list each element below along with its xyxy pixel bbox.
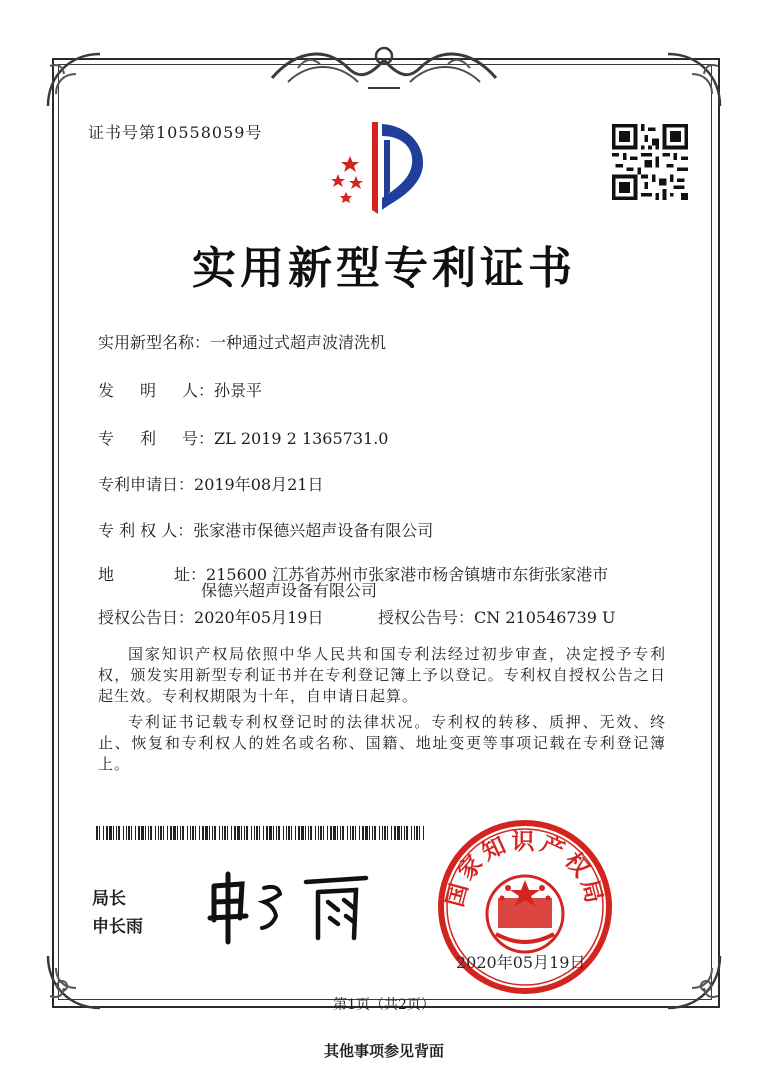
patent-number-label-part3: 号： (182, 429, 215, 448)
grant-number-value: CN 210546739 U (474, 608, 616, 627)
certificate-statement-paragraph-1: 国家知识产权局依照中华人民共和国专利法经过初步审查，决定授予专利权，颁发实用新型专利证书并在专利登记簿上予以登记。专利权自授权公告之日起生效。专利权期限为十年，自申请日起算。 (98, 645, 666, 705)
certificate-statement-paragraph-2: 专利证书记载专利权登记时的法律状况。专利权的转移、质押、无效、终止、恢复和专利权人的姓名或名称、国籍、地址变更等事项记载在专利登记簿上。 (98, 713, 666, 773)
cnipa-logo-icon (328, 118, 440, 218)
patent-number-label-part2: 利 (140, 429, 157, 448)
back-side-note: 其他事项参见背面 (323, 1042, 444, 1060)
seal-date: 2020年05月19日 (456, 953, 586, 972)
inventor-label-part1: 发 (98, 381, 115, 400)
field-grant-number (378, 605, 616, 628)
field-utility-model-name (98, 330, 386, 353)
patent-number-value: ZL 2019 2 1365731.0 (214, 429, 389, 448)
qr-code (612, 124, 688, 200)
utility-model-name-value: 一种通过式超声波清洗机 (210, 333, 387, 352)
filing-date-label: 专利申请日： (98, 475, 195, 494)
patentee-label: 专 利 权 人： (98, 521, 194, 540)
address-value-line2: 保德兴超声设备有限公司 (201, 581, 378, 600)
director-signature (206, 868, 386, 948)
corner-ornament-top-left (40, 46, 110, 116)
director-title: 局长 (92, 889, 126, 909)
field-patent-number (98, 426, 388, 449)
grant-date-value: 2020年05月19日 (194, 608, 324, 627)
inventor-value: 孙景平 (214, 381, 263, 400)
director-name: 申长雨 (92, 917, 143, 937)
patentee-value: 张家港市保德兴超声设备有限公司 (193, 521, 434, 540)
address-label-part2: 址： (174, 565, 207, 584)
inventor-label-part2: 明 (140, 381, 157, 400)
seal-text: 国家知识产权局 (442, 828, 608, 910)
address-label-part1: 地 (98, 565, 115, 584)
address-value-line1: 215600 江苏省苏州市张家港市杨舍镇塘市东街张家港市 (206, 565, 609, 584)
barcode (96, 826, 426, 840)
utility-model-name-label: 实用新型名称： (98, 333, 211, 352)
field-patentee (98, 518, 433, 541)
grant-number-label: 授权公告号： (378, 608, 475, 627)
filing-date-value: 2019年08月21日 (194, 475, 324, 494)
grant-date-label: 授权公告日： (98, 608, 195, 627)
certificate-number: 证书号第10558059号 (88, 123, 263, 142)
inventor-label-part3: 人： (182, 381, 215, 400)
page-indicator: 第1页（共2页） (333, 997, 435, 1013)
field-grant-date (98, 605, 323, 628)
field-filing-date (98, 472, 323, 495)
field-inventor (98, 378, 262, 401)
corner-ornament-top-right (658, 46, 728, 116)
top-ornament (268, 38, 500, 98)
patent-number-label-part1: 专 (98, 429, 115, 448)
certificate-title: 实用新型专利证书 (192, 243, 576, 294)
